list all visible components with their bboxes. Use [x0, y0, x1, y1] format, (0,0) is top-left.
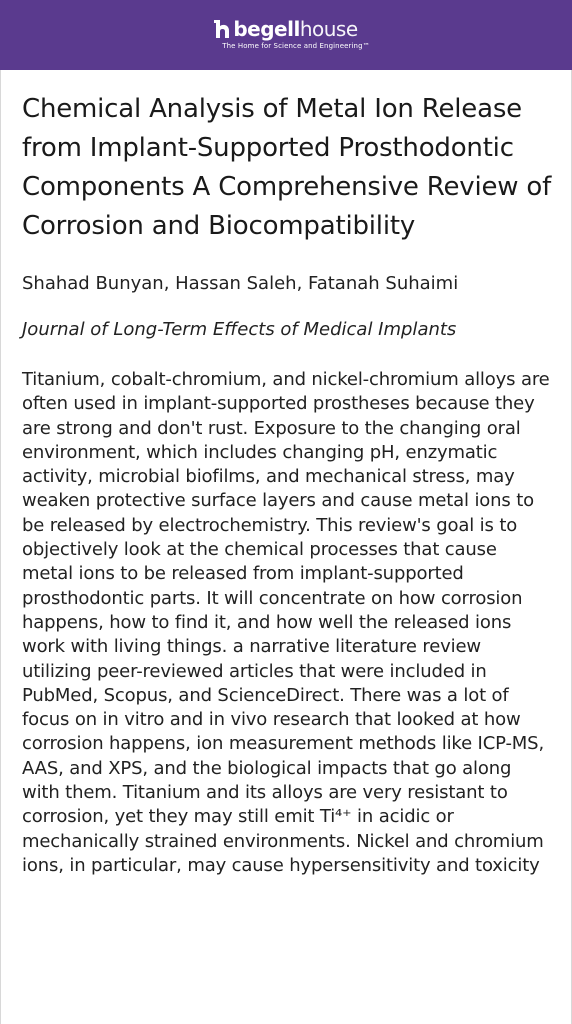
- logo-tagline: The Home for Science and Engineering™: [222, 42, 370, 50]
- page-border-left: [0, 70, 1, 1024]
- article-authors: Shahad Bunyan, Hassan Saleh, Fatanah Suhaimi: [22, 273, 459, 294]
- logo-text-bold: begell: [233, 17, 300, 41]
- publisher-logo[interactable]: [214, 18, 357, 40]
- article-content: [22, 90, 552, 896]
- article-abstract: Titanium, cobalt-chromium, and nickel-chromium alloys are often used in implant-supported prostheses because they are strong and don't rust. Exposure to the changing oral environment, which includes changing pH, enzymatic activity, microbial biofilms, and mechanical stress, may weaken protective surface layers and cause metal ions to be released by electrochemistry. This review's goal is to objectively look at the chemical processes that cause metal ions to be released from implant-supported prosthodontic parts. It will concentrate on how corrosion happens, how to find it, and how well the released ions work with living things. a narrative literature review utilizing peer-reviewed articles that were included in PubMed, Scopus, and ScienceDirect. There was a lot of focus on in vitro and in vivo research that looked at how corrosion happens, ion measurement methods like ICP-MS, AAS, and XPS, and the biological impacts that go along with them. Titanium and its alloys are very resistant to corrosion, yet they may still emit Ti⁴⁺ in acidic or mechanically strained environments. Nickel and chromium ions, in particular, may cause hypersensitivity and toxicity: [22, 369, 550, 876]
- logo-text-light: house: [299, 17, 358, 41]
- site-header: [0, 0, 572, 70]
- begell-logo-icon: [214, 19, 230, 39]
- article-title: Chemical Analysis of Metal Ion Release from Implant-Supported Prosthodontic Components A Comprehensive Review of Corrosion and Biocompatibility: [22, 94, 552, 241]
- journal-name[interactable]: Journal of Long-Term Effects of Medical Implants: [22, 319, 457, 340]
